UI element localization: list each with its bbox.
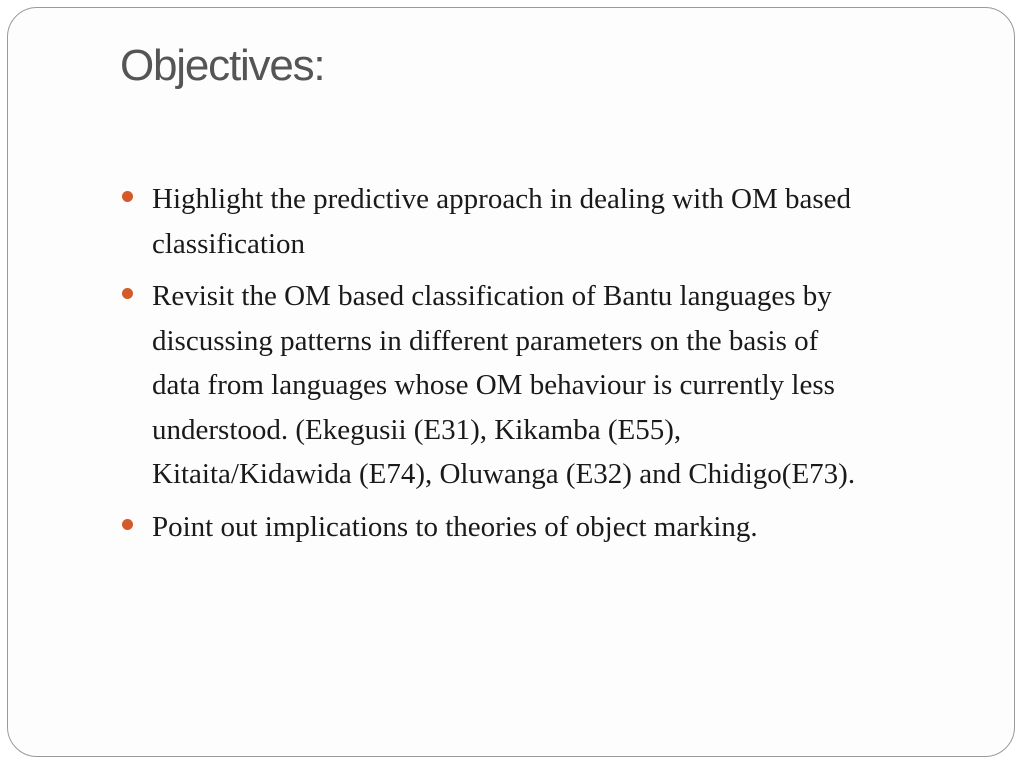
bullet-text-line: Kitaita/Kidawida (E74), Oluwanga (E32) and Chidigo(E73). bbox=[152, 458, 856, 490]
bullet-list bbox=[122, 177, 972, 557]
bullet-text-line: classification bbox=[152, 227, 306, 260]
bullet-item bbox=[122, 505, 972, 550]
bullet-dot-icon bbox=[122, 288, 133, 299]
bullet-dot-icon bbox=[122, 519, 133, 530]
bullet-dot-icon bbox=[122, 191, 133, 202]
bullet-text-line: Revisit the OM based classification of Bantu languages by bbox=[152, 280, 832, 312]
bullet-text-line: Point out implications to theories of object marking. bbox=[152, 510, 758, 543]
bullet-text-line: data from languages whose OM behaviour is currently less bbox=[152, 369, 835, 401]
bullet-item bbox=[122, 177, 972, 266]
bullet-item bbox=[122, 274, 972, 497]
slide-title: Objectives: bbox=[120, 41, 325, 90]
bullet-text-line: understood. (Ekegusii (E31), Kikamba (E55), bbox=[152, 413, 682, 446]
slide bbox=[7, 7, 1015, 757]
bullet-text-line: discussing patterns in different parameters on the basis of bbox=[152, 324, 819, 357]
bullet-text-line: Highlight the predictive approach in dealing with OM based bbox=[152, 183, 852, 215]
